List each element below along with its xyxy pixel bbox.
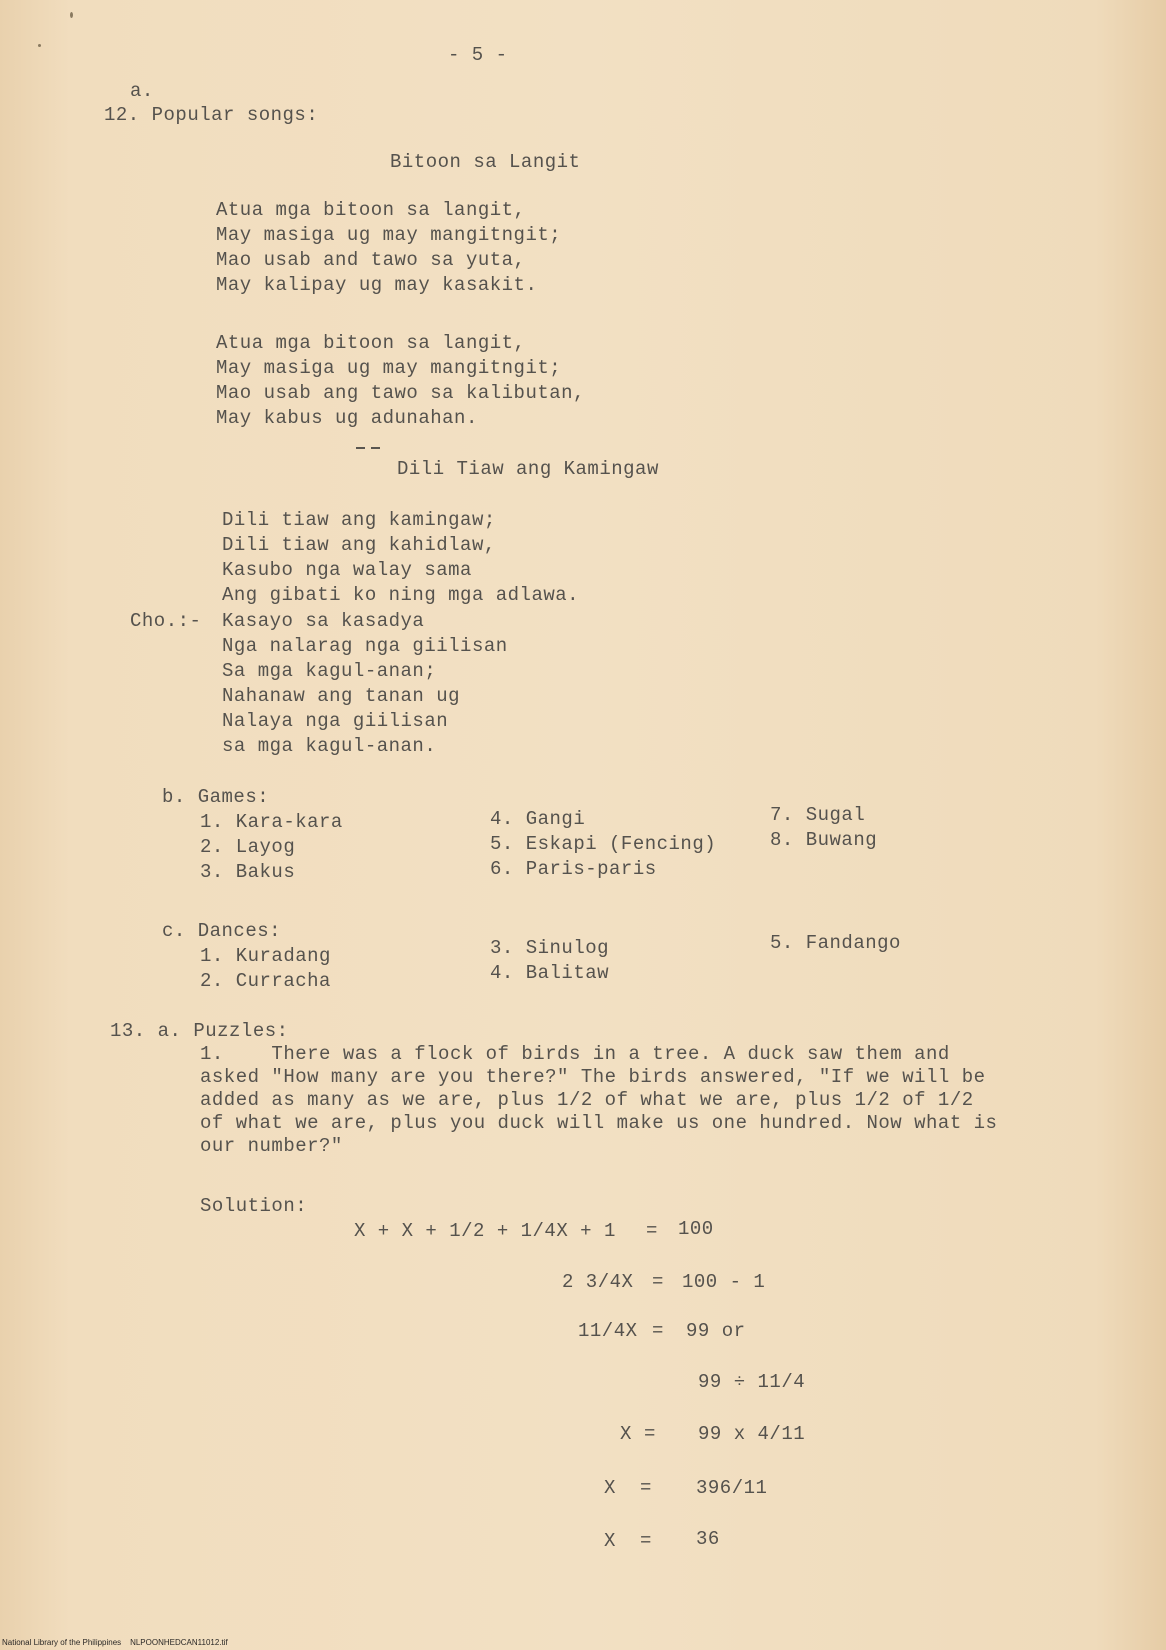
game-item: 5. Eskapi (Fencing) xyxy=(490,833,717,855)
solution-eq: = xyxy=(644,1423,656,1445)
game-item: 4. Gangi xyxy=(490,808,586,830)
separator-dash xyxy=(356,447,365,449)
section-12-heading: 12. Popular songs: xyxy=(104,104,319,126)
paper-speck xyxy=(38,44,41,47)
dances-label: c. Dances: xyxy=(162,920,282,942)
solution-lhs: X + X + 1/2 + 1/4X + 1 xyxy=(354,1220,616,1242)
song-line: May masiga ug may mangitngit; xyxy=(216,224,562,246)
solution-lhs: 2 3/4X xyxy=(562,1271,634,1293)
solution-lhs: X xyxy=(604,1530,616,1552)
game-item: 8. Buwang xyxy=(770,829,878,851)
game-item: 1. Kara-kara xyxy=(200,811,343,833)
puzzle-line: asked "How many are you there?" The birds answered, "If we will be xyxy=(200,1066,986,1088)
archive-footer: National Library of the Philippines NLPOONHEDCAN11012.tif xyxy=(2,1638,228,1647)
chorus-line: sa mga kagul-anan. xyxy=(222,735,437,757)
dance-item: 1. Kuradang xyxy=(200,945,331,967)
solution-rhs: 36 xyxy=(696,1528,720,1550)
solution-rhs: 99 x 4/11 xyxy=(698,1423,806,1445)
chorus-line: Nga nalarag nga giilisan xyxy=(222,635,508,657)
games-label: b. Games: xyxy=(162,786,270,808)
song-line: Mao usab ang tawo sa kalibutan, xyxy=(216,382,585,404)
game-item: 6. Paris-paris xyxy=(490,858,657,880)
puzzle-line: 1. There was a flock of birds in a tree. A duck saw them and xyxy=(200,1043,950,1065)
solution-eq: = xyxy=(640,1530,652,1552)
chorus-line: Kasayo sa kasadya xyxy=(222,610,425,632)
solution-eq: = xyxy=(652,1320,664,1342)
solution-rhs: 100 xyxy=(678,1218,714,1240)
solution-rhs: 100 - 1 xyxy=(682,1271,766,1293)
dance-item: 5. Fandango xyxy=(770,932,901,954)
solution-rhs: 99 ÷ 11/4 xyxy=(698,1371,806,1393)
separator-dash xyxy=(371,447,380,449)
solution-rhs: 99 or xyxy=(686,1320,746,1342)
chorus-line: Nalaya nga giilisan xyxy=(222,710,449,732)
song-line: Dili tiaw ang kahidlaw, xyxy=(222,534,496,556)
solution-label: Solution: xyxy=(200,1195,308,1217)
game-item: 7. Sugal xyxy=(770,804,866,826)
song-title: Bitoon sa Langit xyxy=(390,151,581,173)
puzzle-line: our number?" xyxy=(200,1135,343,1157)
song-title: Dili Tiaw ang Kamingaw xyxy=(397,458,659,480)
dance-item: 4. Balitaw xyxy=(490,962,610,984)
chorus-line: Nahanaw ang tanan ug xyxy=(222,685,461,707)
game-item: 2. Layog xyxy=(200,836,296,858)
dance-item: 3. Sinulog xyxy=(490,937,610,959)
page-number: - 5 - xyxy=(448,44,508,66)
solution-lhs: X xyxy=(620,1423,632,1445)
song-line: May kabus ug adunahan. xyxy=(216,407,478,429)
section-12-sub-a: a. xyxy=(130,80,154,102)
song-line: Atua mga bitoon sa langit, xyxy=(216,199,526,221)
song-line: Dili tiaw ang kamingaw; xyxy=(222,509,496,531)
song-line: May kalipay ug may kasakit. xyxy=(216,274,538,296)
chorus-line: Sa mga kagul-anan; xyxy=(222,660,437,682)
song-line: May masiga ug may mangitngit; xyxy=(216,357,562,379)
song-line: Atua mga bitoon sa langit, xyxy=(216,332,526,354)
solution-eq: = xyxy=(652,1271,664,1293)
game-item: 3. Bakus xyxy=(200,861,296,883)
song-line: Ang gibati ko ning mga adlawa. xyxy=(222,584,580,606)
solution-lhs: 11/4X xyxy=(578,1320,638,1342)
puzzle-line: added as many as we are, plus 1/2 of what we are, plus 1/2 of 1/2 xyxy=(200,1089,974,1111)
song-line: Kasubo nga walay sama xyxy=(222,559,472,581)
solution-rhs: 396/11 xyxy=(696,1477,768,1499)
chorus-label: Cho.:- xyxy=(130,610,202,632)
dance-item: 2. Curracha xyxy=(200,970,331,992)
paper-speck xyxy=(70,12,73,18)
solution-lhs: X xyxy=(604,1477,616,1499)
puzzle-line: of what we are, plus you duck will make us one hundred. Now what is xyxy=(200,1112,998,1134)
song-line: Mao usab and tawo sa yuta, xyxy=(216,249,526,271)
solution-eq: = xyxy=(640,1477,652,1499)
section-13-heading: 13. a. Puzzles: xyxy=(110,1020,289,1042)
solution-eq: = xyxy=(646,1220,658,1242)
